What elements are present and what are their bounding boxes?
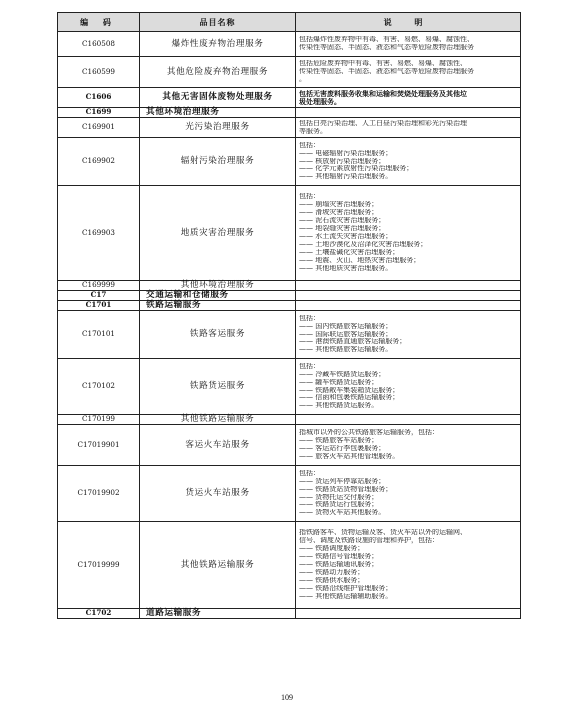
description-line: —— 货物托运交付服务； bbox=[299, 493, 379, 501]
description-line: 包括： bbox=[299, 469, 320, 477]
item-description bbox=[296, 32, 521, 57]
item-name: 道路运输服务 bbox=[140, 609, 296, 619]
table-row bbox=[58, 359, 521, 415]
description-line: 指铁路客车、货物运输及客、货火车站以外的运输网、 bbox=[299, 529, 467, 537]
item-name: 光污染治理服务 bbox=[140, 118, 296, 138]
description-line: —— 铁路货运行包服务； bbox=[299, 501, 379, 509]
description-line: 包括危险废弃物中有毒、有害、易燃、易爆、腐蚀性、 bbox=[299, 60, 467, 68]
item-code: C170199 bbox=[58, 415, 140, 425]
description-line: —— 信函和包裹铁路运输服务； bbox=[299, 394, 400, 402]
description-line: —— 货运列车停靠站服务； bbox=[299, 477, 386, 485]
description-line: 包括： bbox=[299, 141, 320, 149]
item-code: C1699 bbox=[58, 108, 140, 118]
table-header-row bbox=[58, 13, 521, 32]
description-line: 等服务。 bbox=[299, 127, 327, 135]
description-line: —— 地裂缝灾害治理服务； bbox=[299, 225, 386, 233]
item-name: 爆炸性废弃物治理服务 bbox=[140, 32, 296, 57]
description-line: —— 铁路动力服务； bbox=[299, 568, 365, 576]
item-description bbox=[296, 281, 521, 291]
item-name: 其他铁路运输服务 bbox=[140, 522, 296, 609]
header-name: 品目名称 bbox=[140, 13, 296, 32]
description-line: 信号、调度及铁路设施的管理和养护，包括： bbox=[299, 537, 439, 545]
description-line: —— 其他铁路旅客运输服务。 bbox=[299, 346, 393, 354]
description-line: 指城市以外的公共铁路旅客运输服务，包括： bbox=[299, 429, 439, 437]
catalog-table bbox=[57, 12, 521, 619]
description-line: —— 泥石流灾害治理服务； bbox=[299, 217, 386, 225]
description-line: —— 滑坡灾害治理服务； bbox=[299, 209, 379, 217]
description-line: —— 电磁辐射污染治理服务； bbox=[299, 149, 393, 157]
item-description bbox=[296, 186, 521, 281]
item-description bbox=[296, 138, 521, 186]
table-row bbox=[58, 609, 521, 619]
item-code: C1702 bbox=[58, 609, 140, 619]
item-code: C17 bbox=[58, 291, 140, 301]
item-code: C169902 bbox=[58, 138, 140, 186]
item-description bbox=[296, 108, 521, 118]
item-name: 其他环境治理服务 bbox=[140, 281, 296, 291]
description-line: —— 化学元素放射性污染治理服务； bbox=[299, 165, 414, 173]
description-line: —— 核放射污染治理服务； bbox=[299, 157, 386, 165]
item-code: C1606 bbox=[58, 88, 140, 108]
description-line: —— 国内铁路旅客运输服务； bbox=[299, 322, 393, 330]
description-line: —— 地震、火山、地热灾害治理服务； bbox=[299, 256, 421, 264]
description-line: —— 其他铁路运输辅助服务。 bbox=[299, 592, 393, 600]
item-code: C17019999 bbox=[58, 522, 140, 609]
header-code: 编 码 bbox=[58, 13, 140, 32]
item-description bbox=[296, 466, 521, 522]
item-description bbox=[296, 425, 521, 466]
item-code: C169901 bbox=[58, 118, 140, 138]
item-code: C170101 bbox=[58, 311, 140, 359]
table-row bbox=[58, 466, 521, 522]
table-row bbox=[58, 311, 521, 359]
item-name: 其他环境治理服务 bbox=[140, 108, 296, 118]
item-name: 其他无害固体废物处理服务 bbox=[140, 88, 296, 108]
table-row bbox=[58, 301, 521, 311]
table-row bbox=[58, 138, 521, 186]
table-row bbox=[58, 415, 521, 425]
item-description bbox=[296, 359, 521, 415]
description-line: —— 铁路运输通讯服务； bbox=[299, 561, 379, 569]
item-name: 地质灾害治理服务 bbox=[140, 186, 296, 281]
description-line: 包括爆炸性废弃物中有毒、有害、易燃、易爆、腐蚀性、 bbox=[299, 36, 474, 44]
item-code: C17019901 bbox=[58, 425, 140, 466]
item-name: 其他铁路运输服务 bbox=[140, 415, 296, 425]
description-line: —— 铁路货站货物管理服务； bbox=[299, 485, 393, 493]
table-row bbox=[58, 291, 521, 301]
description-line: —— 铁路旅客车站服务； bbox=[299, 437, 379, 445]
item-name: 客运火车站服务 bbox=[140, 425, 296, 466]
item-description bbox=[296, 57, 521, 88]
description-line: —— 水土流失灾害治理服务； bbox=[299, 233, 393, 240]
item-name: 货运火车站服务 bbox=[140, 466, 296, 522]
description-line: —— 货物火车站其他服务。 bbox=[299, 509, 386, 517]
item-name: 铁路运输服务 bbox=[140, 301, 296, 311]
table-row bbox=[58, 186, 521, 281]
description-line: 包括无害废料服务收集和运输和焚烧处理服务及其他垃 bbox=[299, 89, 467, 98]
table-row bbox=[58, 522, 521, 609]
description-line: 包括： bbox=[299, 193, 320, 201]
item-description bbox=[296, 415, 521, 425]
description-line: —— 其他辐射污染治理服务。 bbox=[299, 173, 393, 181]
item-code: C17019902 bbox=[58, 466, 140, 522]
description-line: 传染性等固态、半固态、液态和气态等危险废物治理服务 bbox=[299, 44, 474, 51]
description-line: 传染性等固态、半固态、液态和气态等危险废物治理服务 bbox=[299, 68, 474, 76]
item-description bbox=[296, 522, 521, 609]
description-line: —— 其他铁路货运服务。 bbox=[299, 402, 379, 410]
description-line: 包括： bbox=[299, 314, 320, 322]
item-name: 铁路客运服务 bbox=[140, 311, 296, 359]
item-code: C169903 bbox=[58, 186, 140, 281]
description-line: —— 罐车铁路货运服务； bbox=[299, 378, 379, 386]
description-line: —— 铁路敞车集装箱货运服务； bbox=[299, 386, 400, 394]
item-name: 交通运输和仓储服务 bbox=[140, 291, 296, 301]
description-line: —— 铁路供水服务； bbox=[299, 576, 365, 584]
description-line: —— 其他地质灾害治理服务。 bbox=[299, 264, 393, 272]
description-line: —— 国际联运旅客运输服务； bbox=[299, 330, 393, 338]
description-line: 。 bbox=[299, 75, 306, 83]
table-row bbox=[58, 108, 521, 118]
description-line: —— 崩塌灾害治理服务； bbox=[299, 201, 379, 209]
table-row bbox=[58, 57, 521, 88]
description-line: —— 冷藏车铁路货运服务； bbox=[299, 370, 386, 378]
item-code: C170102 bbox=[58, 359, 140, 415]
description-line: —— 港澳铁路直通旅客运输服务； bbox=[299, 338, 407, 346]
description-line: 包括： bbox=[299, 362, 320, 370]
item-name: 铁路货运服务 bbox=[140, 359, 296, 415]
table-row bbox=[58, 32, 521, 57]
item-description bbox=[296, 118, 521, 138]
table-body bbox=[58, 32, 521, 619]
table-row bbox=[58, 118, 521, 138]
table-row bbox=[58, 281, 521, 291]
description-line: —— 土地沙漠化及沼泽化灾害治理服务； bbox=[299, 240, 428, 248]
item-description bbox=[296, 609, 521, 619]
item-description bbox=[296, 301, 521, 311]
description-line: —— 旅客火车站其他管理服务。 bbox=[299, 452, 400, 460]
description-line: 包括白亮污染治理、人工白昼污染治理和彩光污染治理 bbox=[299, 119, 467, 127]
item-code: C169999 bbox=[58, 281, 140, 291]
item-description bbox=[296, 291, 521, 301]
table-row bbox=[58, 88, 521, 108]
description-line: —— 土壤盐碱化灾害治理服务； bbox=[299, 248, 400, 256]
item-code: C160508 bbox=[58, 32, 140, 57]
item-code: C160599 bbox=[58, 57, 140, 88]
item-code: C1701 bbox=[58, 301, 140, 311]
description-line: 圾处理服务。 bbox=[299, 97, 341, 106]
item-description bbox=[296, 311, 521, 359]
table-row bbox=[58, 425, 521, 466]
item-description bbox=[296, 88, 521, 108]
header-desc: 说 明 bbox=[296, 13, 521, 32]
item-name: 其他危险废弃物治理服务 bbox=[140, 57, 296, 88]
description-line: —— 客运站行李包裹服务； bbox=[299, 445, 386, 452]
page-number: 109 bbox=[281, 693, 293, 702]
description-line: —— 铁路沿线维护管理服务； bbox=[299, 584, 393, 592]
description-line: —— 铁路调度服务； bbox=[299, 545, 365, 553]
description-line: —— 铁路信号管理服务； bbox=[299, 553, 379, 561]
item-name: 辐射污染治理服务 bbox=[140, 138, 296, 186]
